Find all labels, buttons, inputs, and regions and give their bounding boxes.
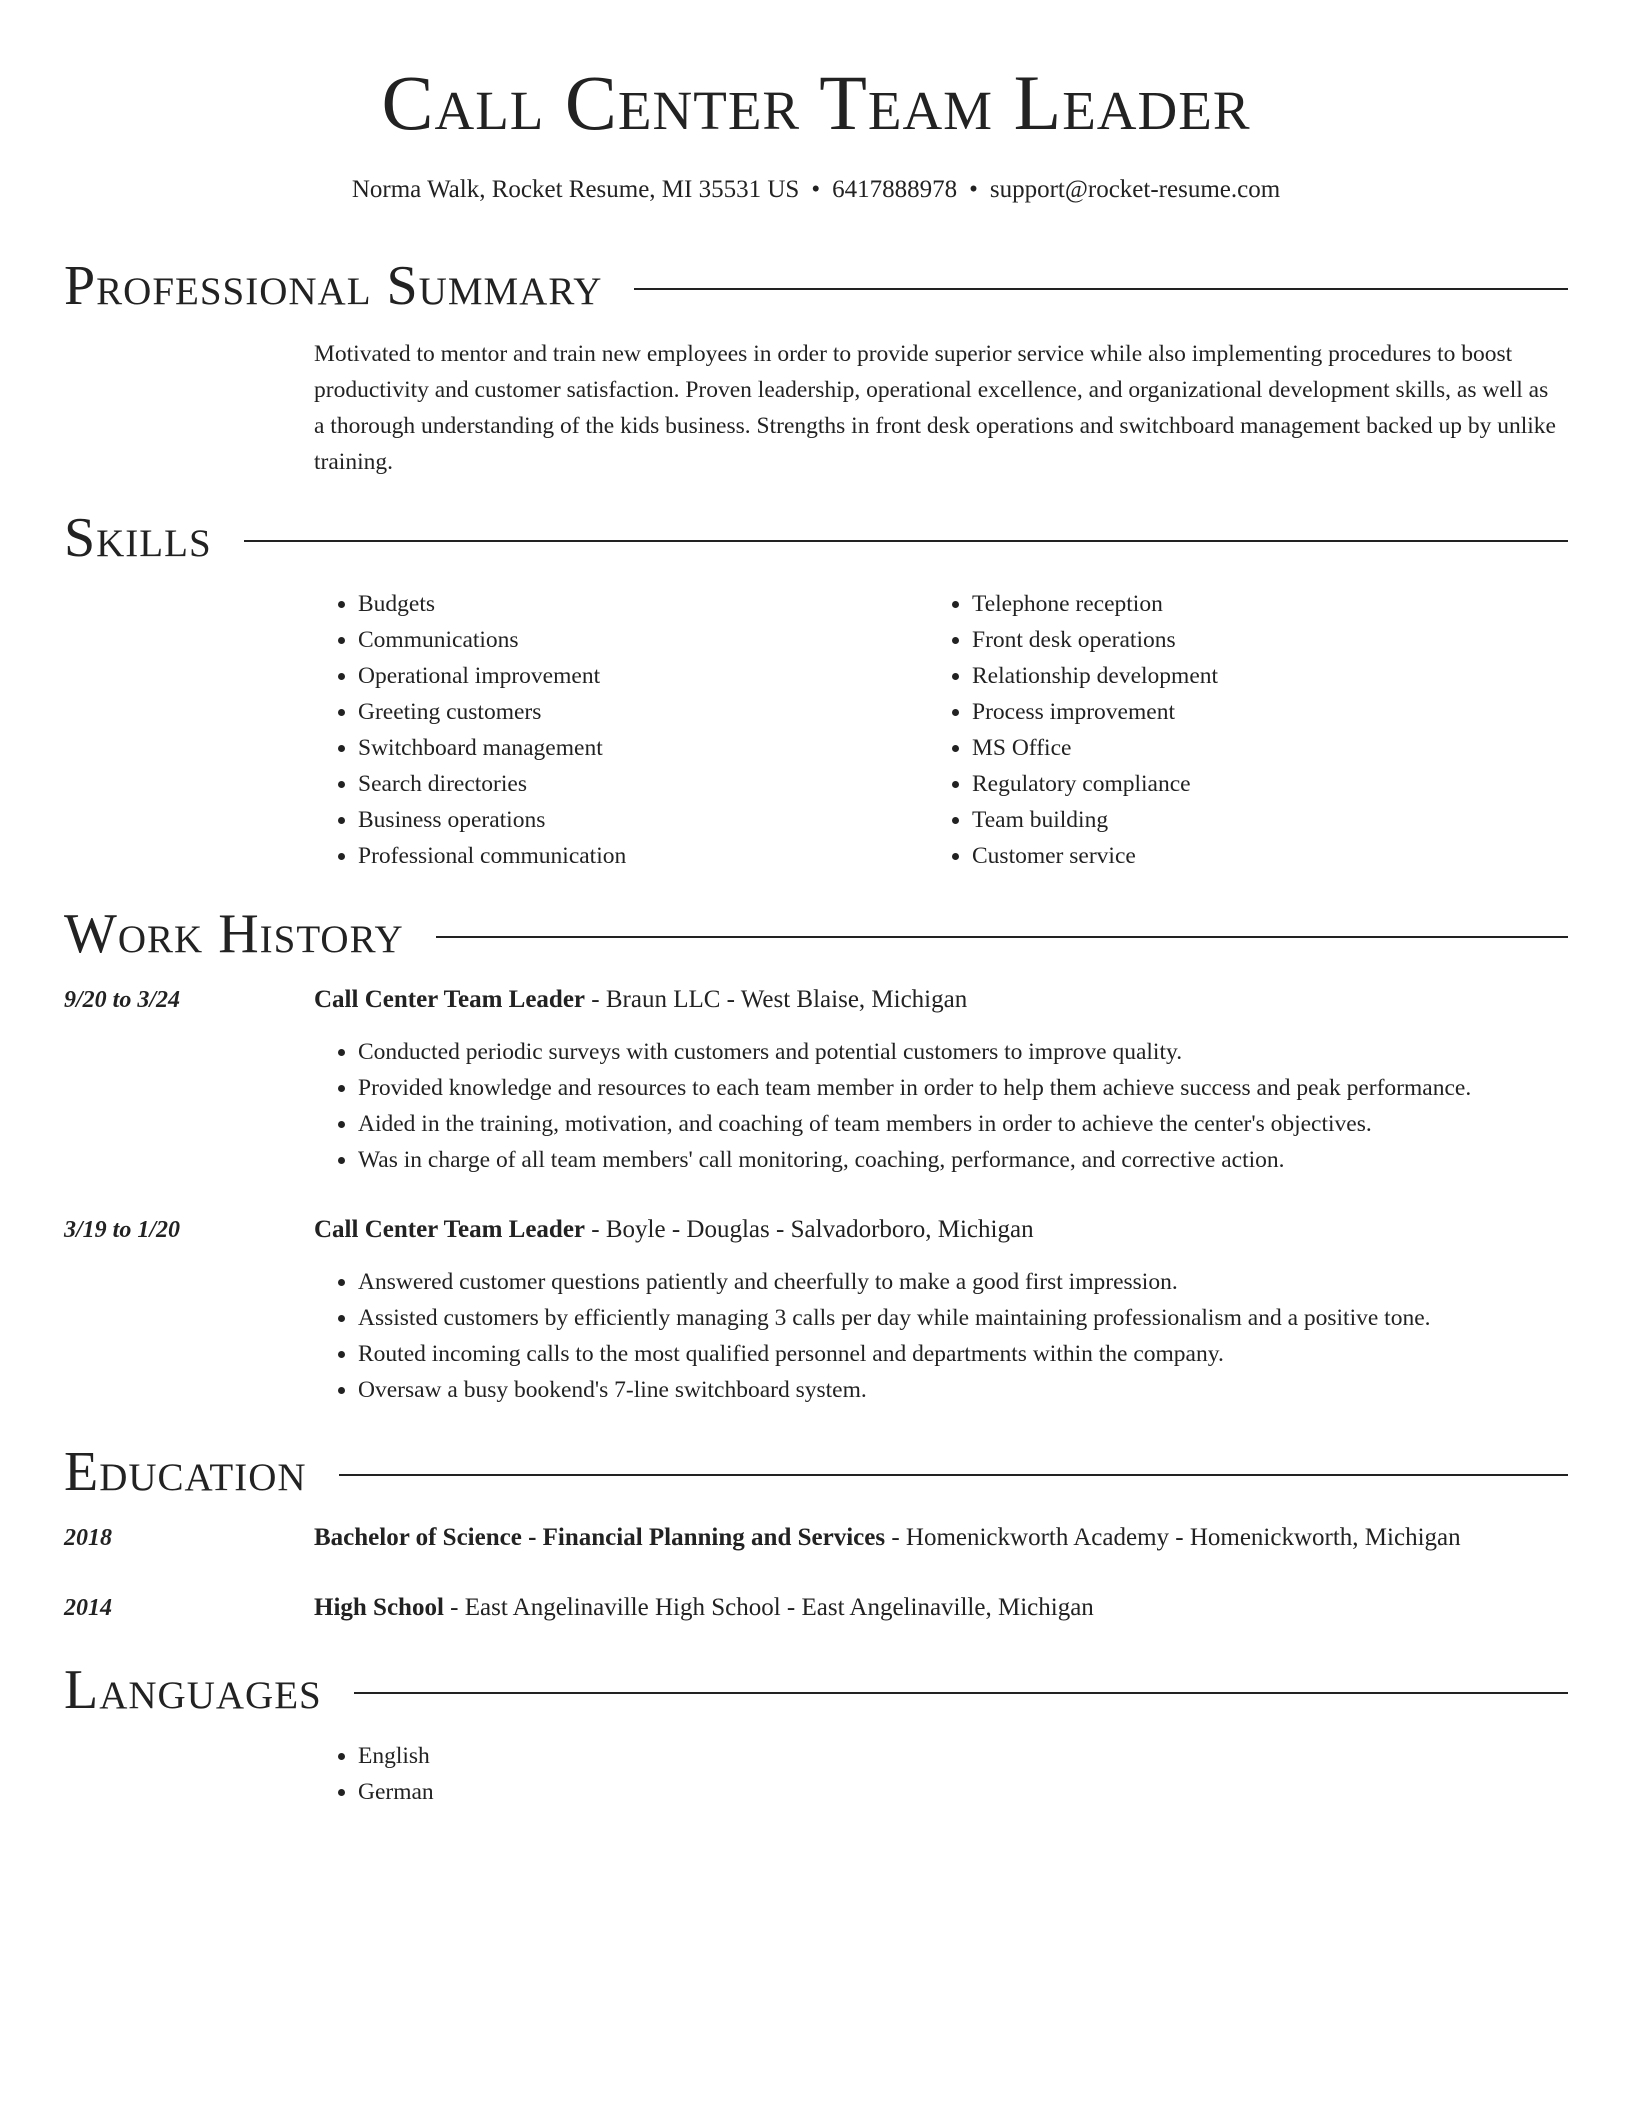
- job-bullet: • Oversaw a busy bookend's 7-line switchboard system.: [358, 1372, 1574, 1408]
- job-bullet: • Routed incoming calls to the most qualified personnel and departments within the company.: [358, 1336, 1574, 1372]
- summary-section-header: [64, 254, 1568, 318]
- skills-list: [314, 586, 1564, 874]
- skill-item: • Professional communication: [358, 838, 928, 874]
- job-title: Call Center Team Leader: [314, 1216, 586, 1243]
- skills-column-left: [314, 586, 928, 874]
- education-degree: Bachelor of Science - Financial Planning and Services: [314, 1524, 886, 1551]
- language-item: • German: [358, 1774, 1574, 1810]
- skills-section-header: [64, 506, 1568, 570]
- contact-phone: 6417888978: [832, 176, 958, 203]
- job-heading: [314, 1212, 1574, 1248]
- skill-item: • Search directories: [358, 766, 928, 802]
- skill-item: • Team building: [972, 802, 1542, 838]
- skills-heading: Skills: [64, 507, 212, 569]
- job-bullet: • Provided knowledge and resources to each team member in order to help them achieve success and peak performance.: [358, 1070, 1574, 1106]
- education-year: 2014: [64, 1595, 112, 1621]
- languages-list: [314, 1738, 1574, 1810]
- education-section-header: [64, 1440, 1568, 1504]
- education-degree: High School: [314, 1594, 444, 1621]
- education-school-location: - East Angelinaville High School - East Angelinaville, Michigan: [443, 1594, 1094, 1621]
- contact-line: [64, 174, 1568, 206]
- languages-section-header: [64, 1658, 1568, 1722]
- summary-text: Motivated to mentor and train new employees in order to provide superior service while also implementing procedures to boost productivity and customer satisfaction. Proven leadership, operational excellence, and organizational development skills, as well as a thorough understanding of the kids business. Strengths in front desk operations and switchboard management backed up by unlike training.: [314, 341, 1556, 475]
- job-heading: [314, 982, 1574, 1018]
- skill-item: • Front desk operations: [972, 622, 1542, 658]
- job-employer-location: - Braun LLC - West Blaise, Michigan: [585, 986, 968, 1013]
- skill-item: • MS Office: [972, 730, 1542, 766]
- education-heading: Education: [64, 1441, 307, 1503]
- education-year: 2018: [64, 1525, 112, 1551]
- skill-item: • Customer service: [972, 838, 1542, 874]
- section-divider: [244, 540, 1568, 542]
- job-employer-location: - Boyle - Douglas - Salvadorboro, Michigan: [585, 1216, 1034, 1243]
- skill-item: • Relationship development: [972, 658, 1542, 694]
- section-divider: [436, 936, 1568, 938]
- skill-item: • Budgets: [358, 586, 928, 622]
- job-bullets: [314, 1264, 1574, 1408]
- section-divider: [634, 288, 1568, 290]
- job-title: Call Center Team Leader: [314, 986, 586, 1013]
- education-entry: [314, 1520, 1574, 1556]
- skill-item: • Regulatory compliance: [972, 766, 1542, 802]
- skill-item: • Switchboard management: [358, 730, 928, 766]
- skill-item: • Communications: [358, 622, 928, 658]
- job-bullet: • Was in charge of all team members' call monitoring, coaching, performance, and corrective action.: [358, 1142, 1574, 1178]
- job-bullet: • Aided in the training, motivation, and coaching of team members in order to achieve the center's objectives.: [358, 1106, 1574, 1142]
- work-section-header: [64, 902, 1568, 966]
- summary-heading: Professional Summary: [64, 255, 603, 317]
- skill-item: • Telephone reception: [972, 586, 1542, 622]
- contact-separator: •: [969, 176, 978, 203]
- work-heading: Work History: [64, 903, 404, 965]
- language-item: • English: [358, 1738, 1574, 1774]
- skill-item: • Business operations: [358, 802, 928, 838]
- job-dates: 3/19 to 1/20: [64, 1217, 181, 1243]
- resume-title: Call Center Team Leader: [381, 59, 1251, 146]
- education-entry: [314, 1590, 1574, 1626]
- section-divider: [354, 1692, 1568, 1694]
- skill-item: • Process improvement: [972, 694, 1542, 730]
- skill-item: • Operational improvement: [358, 658, 928, 694]
- skills-column-right: [928, 586, 1542, 874]
- job-bullet: • Assisted customers by efficiently managing 3 calls per day while maintaining professionalism and a positive tone.: [358, 1300, 1574, 1336]
- job-dates: 9/20 to 3/24: [64, 987, 181, 1013]
- contact-separator: •: [811, 176, 821, 203]
- job-bullets: [314, 1034, 1574, 1178]
- contact-email: support@rocket-resume.com: [989, 176, 1281, 203]
- section-divider: [339, 1474, 1568, 1476]
- skill-item: • Greeting customers: [358, 694, 928, 730]
- job-bullet: • Conducted periodic surveys with customers and potential customers to improve quality.: [358, 1034, 1574, 1070]
- education-school-location: - Homenickworth Academy - Homenickworth, Michigan: [885, 1524, 1461, 1551]
- contact-address: Norma Walk, Rocket Resume, MI 35531 US: [351, 176, 800, 203]
- languages-heading: Languages: [64, 1659, 322, 1721]
- job-bullet: • Answered customer questions patiently and cheerfully to make a good first impression.: [358, 1264, 1574, 1300]
